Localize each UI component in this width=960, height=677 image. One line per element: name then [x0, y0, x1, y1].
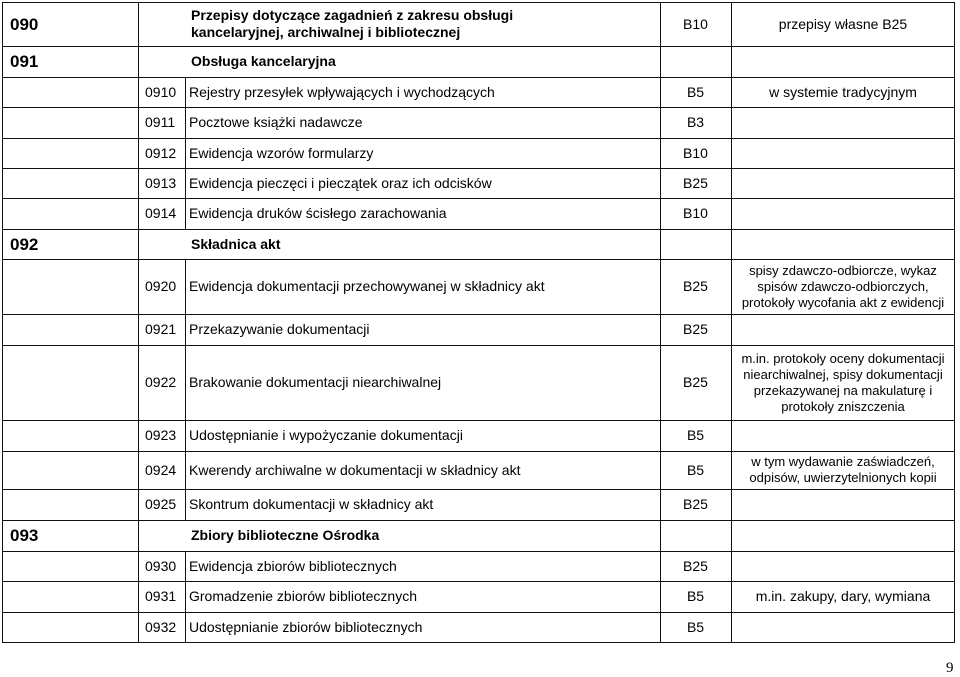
record-code: 0921: [145, 321, 177, 337]
group-name: Zbiory biblioteczne Ośrodka: [191, 527, 380, 543]
record-code: 0920: [145, 278, 177, 294]
table-rule: [138, 551, 139, 581]
retention-category: B25: [683, 278, 708, 294]
retention-category: B5: [686, 588, 705, 604]
table-rule: [138, 46, 139, 77]
table-rule: [185, 612, 186, 642]
record-name: Ewidencja wzorów formularzy: [189, 144, 374, 161]
retention-category: B10: [683, 15, 708, 32]
table-rule: [185, 314, 186, 345]
remarks: przepisy własne B25: [778, 15, 908, 32]
retention-category: B25: [683, 321, 708, 337]
table-rule: [138, 520, 139, 551]
record-code: 0914: [145, 205, 177, 221]
table-rule: [185, 198, 186, 229]
group-code: 092: [10, 234, 39, 254]
retention-category: B10: [683, 205, 708, 221]
record-name: Kwerendy archiwalne w dokumentacji w składnicy akt: [189, 461, 521, 478]
remarks: w systemie tradycyjnym: [769, 83, 917, 100]
remarks: w tym wydawanie zaświadczeń, odpisów, uwierzytelnionych kopii: [749, 454, 937, 485]
retention-category: B5: [686, 427, 705, 443]
remarks: spisy zdawczo-odbiorcze, wykaz spisów zdawczo-odbiorczych, protokoły wycofania akt z ewidencji: [741, 262, 945, 310]
record-name: Ewidencja druków ścisłego zarachowania: [189, 205, 447, 221]
table-rule: [138, 259, 139, 314]
table-rule: [138, 581, 139, 612]
record-code: 0931: [145, 588, 177, 604]
table-rule: [2, 642, 955, 643]
table-rule: [138, 2, 139, 46]
retention-category: B5: [686, 461, 705, 478]
record-name: Gromadzenie zbiorów bibliotecznych: [189, 588, 417, 604]
remarks: m.in. zakupy, dary, wymiana: [755, 588, 931, 604]
table-rule: [138, 489, 139, 520]
group-code: 091: [10, 52, 39, 71]
remarks: m.in. protokoły oceny dokumentacji niearchiwalnej, spisy dokumentacji przekazywanej na makulaturę i protokoły zniszczenia: [741, 350, 945, 414]
table-rule: [185, 107, 186, 138]
record-name: Udostępnianie zbiorów bibliotecznych: [189, 618, 423, 635]
retention-category: B3: [686, 114, 705, 130]
group-code: 093: [10, 526, 39, 545]
table-rule: [185, 259, 186, 314]
record-name: Rejestry przesyłek wpływających i wychodzących: [189, 83, 495, 100]
table-rule: [185, 489, 186, 520]
page-number: 9: [946, 660, 954, 676]
group-name: Obsługa kancelaryjna: [191, 53, 336, 69]
record-name: Skontrum dokumentacji w składnicy akt: [189, 496, 434, 512]
table-rule: [954, 2, 955, 643]
record-name: Ewidencja pieczęci i pieczątek oraz ich odcisków: [189, 174, 492, 191]
record-code: 0930: [145, 557, 177, 574]
record-code: 0912: [145, 144, 177, 161]
record-code: 0924: [145, 461, 177, 478]
record-code: 0910: [145, 83, 177, 100]
retention-category: B25: [683, 174, 708, 191]
retention-category: B25: [683, 374, 708, 390]
table-rule: [138, 107, 139, 138]
retention-category: B5: [686, 83, 705, 100]
table-rule: [138, 345, 139, 420]
record-name: Ewidencja dokumentacji przechowywanej w składnicy akt: [189, 278, 545, 294]
table-rule: [185, 138, 186, 168]
table-rule: [185, 551, 186, 581]
retention-category: B25: [683, 496, 708, 512]
record-name: Brakowanie dokumentacji niearchiwalnej: [189, 374, 442, 390]
table-rule: [138, 198, 139, 229]
group-name: Przepisy dotyczące zagadnień z zakresu obsługi kancelaryjnej, archiwalnej i bibliotecznej: [191, 7, 514, 40]
table-rule: [731, 2, 732, 643]
table-rule: [185, 77, 186, 107]
table-rule: [138, 420, 139, 451]
record-code: 0923: [145, 427, 177, 443]
table-rule: [2, 2, 3, 643]
record-code: 0922: [145, 374, 177, 390]
record-code: 0913: [145, 174, 177, 191]
record-name: Udostępnianie i wypożyczanie dokumentacji: [189, 427, 463, 443]
table-rule: [185, 581, 186, 612]
record-code: 0911: [145, 114, 176, 130]
retention-category: B5: [686, 618, 705, 635]
table-rule: [185, 168, 186, 198]
table-rule: [138, 229, 139, 259]
table-rule: [185, 420, 186, 451]
retention-category: B10: [683, 144, 708, 161]
record-code: 0925: [145, 496, 177, 512]
table-rule: [138, 451, 139, 489]
group-name: Składnica akt: [191, 235, 281, 252]
retention-category: B25: [683, 557, 708, 574]
table-rule: [185, 451, 186, 489]
record-code: 0932: [145, 618, 177, 635]
table-rule: [138, 77, 139, 107]
record-name: Przekazywanie dokumentacji: [189, 321, 370, 337]
record-name: Ewidencja zbiorów bibliotecznych: [189, 557, 397, 574]
table-rule: [138, 314, 139, 345]
table-rule: [138, 138, 139, 168]
table-rule: [138, 612, 139, 642]
table-rule: [138, 168, 139, 198]
table-rule: [185, 345, 186, 420]
group-code: 090: [10, 14, 39, 34]
record-name: Pocztowe książki nadawcze: [189, 114, 363, 130]
